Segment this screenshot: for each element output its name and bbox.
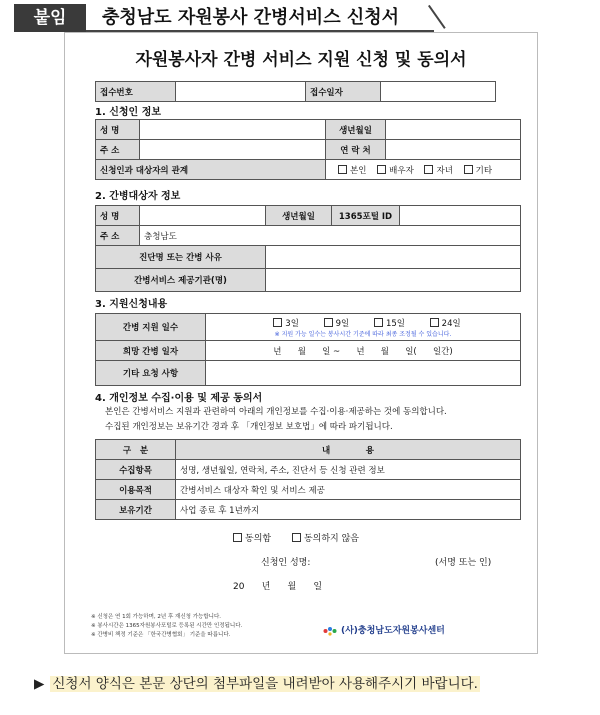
attachment-tag: 붙임 [14, 4, 86, 32]
relation-self-label: 본인 [350, 165, 367, 176]
days-3-label: 3일 [285, 318, 299, 329]
agree-checkbox[interactable] [233, 533, 242, 542]
consent-row-label: 보유기간 [96, 500, 176, 520]
volunteer-logo-icon [323, 626, 337, 636]
days-24-checkbox[interactable] [430, 318, 439, 327]
relation-child-checkbox[interactable] [424, 165, 433, 174]
patient-portal-label: 1365포털 ID [332, 206, 400, 226]
request-table [95, 313, 521, 386]
applicant-table [95, 119, 521, 180]
applicant-address-label: 주 소 [96, 140, 140, 160]
relation-child-label: 자녀 [436, 165, 453, 176]
applicant-contact-field[interactable] [386, 140, 521, 160]
days-note: ※ 지원 가능 일수는 봉사시간 기준에 따라 최종 조정될 수 있습니다. [274, 330, 452, 338]
section-3-title: 3. 지원신청내용 [95, 299, 168, 310]
days-options [206, 314, 521, 341]
header-banner [14, 4, 434, 32]
applicant-birth-label: 생년월일 [326, 120, 386, 140]
days-label: 간병 지원 일수 [96, 314, 206, 341]
consent-row-value: 성명, 생년월일, 연락처, 주소, 진단서 등 신청 관련 정보 [176, 460, 521, 480]
patient-address-field[interactable]: 충청남도 [140, 226, 521, 246]
days-3-checkbox[interactable] [273, 318, 282, 327]
note-3: ※ 간병비 책정 기준은 「한국간병협회」 기준을 따릅니다. [91, 632, 231, 638]
consent-table [95, 439, 521, 520]
receipt-table [95, 81, 496, 102]
consent-col-category: 구 분 [96, 440, 176, 460]
provider-label: 간병서비스 제공기관(명) [96, 269, 266, 292]
relation-other-label: 기타 [475, 165, 493, 176]
note-2: ※ 봉사시간은 1365자원봉사포털로 등록된 시간만 인정됩니다. [91, 623, 243, 629]
receipt-date-value [381, 82, 496, 102]
applicant-name-field[interactable] [140, 120, 326, 140]
applicant-birth-field[interactable] [386, 120, 521, 140]
agree-label: 동의함 [245, 534, 272, 544]
receipt-no-value [176, 82, 306, 102]
hope-date-field[interactable]: 년 월 일 ~ 년 월 일( 일간) [206, 341, 521, 361]
consent-row-label: 수집항목 [96, 460, 176, 480]
relation-options [326, 160, 521, 180]
days-15-checkbox[interactable] [374, 318, 383, 327]
section-4-title: 4. 개인정보 수집·이용 및 제공 동의서 [95, 393, 263, 404]
footer-note [34, 672, 480, 692]
sign-hint: (서명 또는 인) [435, 558, 492, 568]
patient-name-field[interactable] [140, 206, 266, 226]
days-15-label: 15일 [385, 318, 405, 329]
days-9-checkbox[interactable] [324, 318, 333, 327]
section-2-title: 2. 간병대상자 정보 [95, 191, 181, 202]
hope-date-label: 희망 간병 일자 [96, 341, 206, 361]
receipt-date-label: 접수일자 [306, 82, 381, 102]
patient-name-label: 성 명 [96, 206, 140, 226]
diagnosis-field[interactable] [266, 246, 521, 269]
applicant-address-field[interactable] [140, 140, 326, 160]
patient-table [95, 205, 521, 292]
relation-self-checkbox[interactable] [338, 165, 347, 174]
relation-other-checkbox[interactable] [464, 165, 473, 174]
relation-label [96, 160, 326, 180]
org-logo [323, 623, 445, 636]
consent-row-label: 이용목적 [96, 480, 176, 500]
provider-field[interactable] [266, 269, 521, 292]
disagree-checkbox[interactable] [292, 533, 301, 542]
header-title: 충청남도 자원봉사 간병서비스 신청서 [102, 7, 400, 28]
consent-col-content: 내 용 [176, 440, 521, 460]
other-request-field[interactable] [206, 361, 521, 386]
date-line: 20 년 월 일 [233, 582, 323, 592]
patient-address-label: 주 소 [96, 226, 140, 246]
consent-paragraph-1: 본인은 간병서비스 지원과 관련하여 아래의 개인정보를 수집·이용·제공하는 것에 동의합니다. [105, 407, 447, 417]
sign-label: 신청인 성명: [261, 558, 311, 568]
note-1: ※ 신청은 연 1회 가능하며, 2년 후 재신청 가능합니다. [91, 614, 222, 620]
footer-text: 신청서 양식은 본문 상단의 첨부파일을 내려받아 사용해주시기 바랍니다. [52, 676, 478, 692]
applicant-contact-label: 연 락 처 [326, 140, 386, 160]
relation-label-text: 신청인과 대상자의 관계 [100, 165, 189, 176]
patient-portal-field[interactable] [400, 206, 521, 226]
days-24-label: 24일 [441, 318, 461, 329]
arrow-icon: ▶ [34, 676, 45, 692]
consent-row-value: 간병서비스 대상자 확인 및 서비스 제공 [176, 480, 521, 500]
consent-paragraph-2: 수집된 개인정보는 보유기간 경과 후 「개인정보 보호법」에 따라 파기됩니다. [105, 422, 393, 432]
header-slash [428, 5, 446, 29]
org-name: (사)충청남도자원봉사센터 [341, 626, 445, 636]
agree-option [225, 531, 359, 544]
other-request-label: 기타 요청 사항 [96, 361, 206, 386]
diagnosis-label: 진단명 또는 간병 사유 [96, 246, 266, 269]
relation-spouse-checkbox[interactable] [377, 165, 386, 174]
section-1-title: 1. 신청인 정보 [95, 107, 162, 118]
days-9-label: 9일 [335, 318, 350, 329]
patient-birth-label: 생년월일 [266, 206, 332, 226]
disagree-label: 동의하지 않음 [303, 534, 359, 544]
application-form [64, 32, 538, 654]
applicant-name-label: 성 명 [96, 120, 140, 140]
form-title: 자원봉사자 간병 서비스 지원 신청 및 동의서 [135, 50, 467, 70]
relation-spouse-label: 배우자 [389, 165, 414, 176]
consent-row-value: 사업 종료 후 1년까지 [176, 500, 521, 520]
receipt-no-label: 접수번호 [96, 82, 176, 102]
